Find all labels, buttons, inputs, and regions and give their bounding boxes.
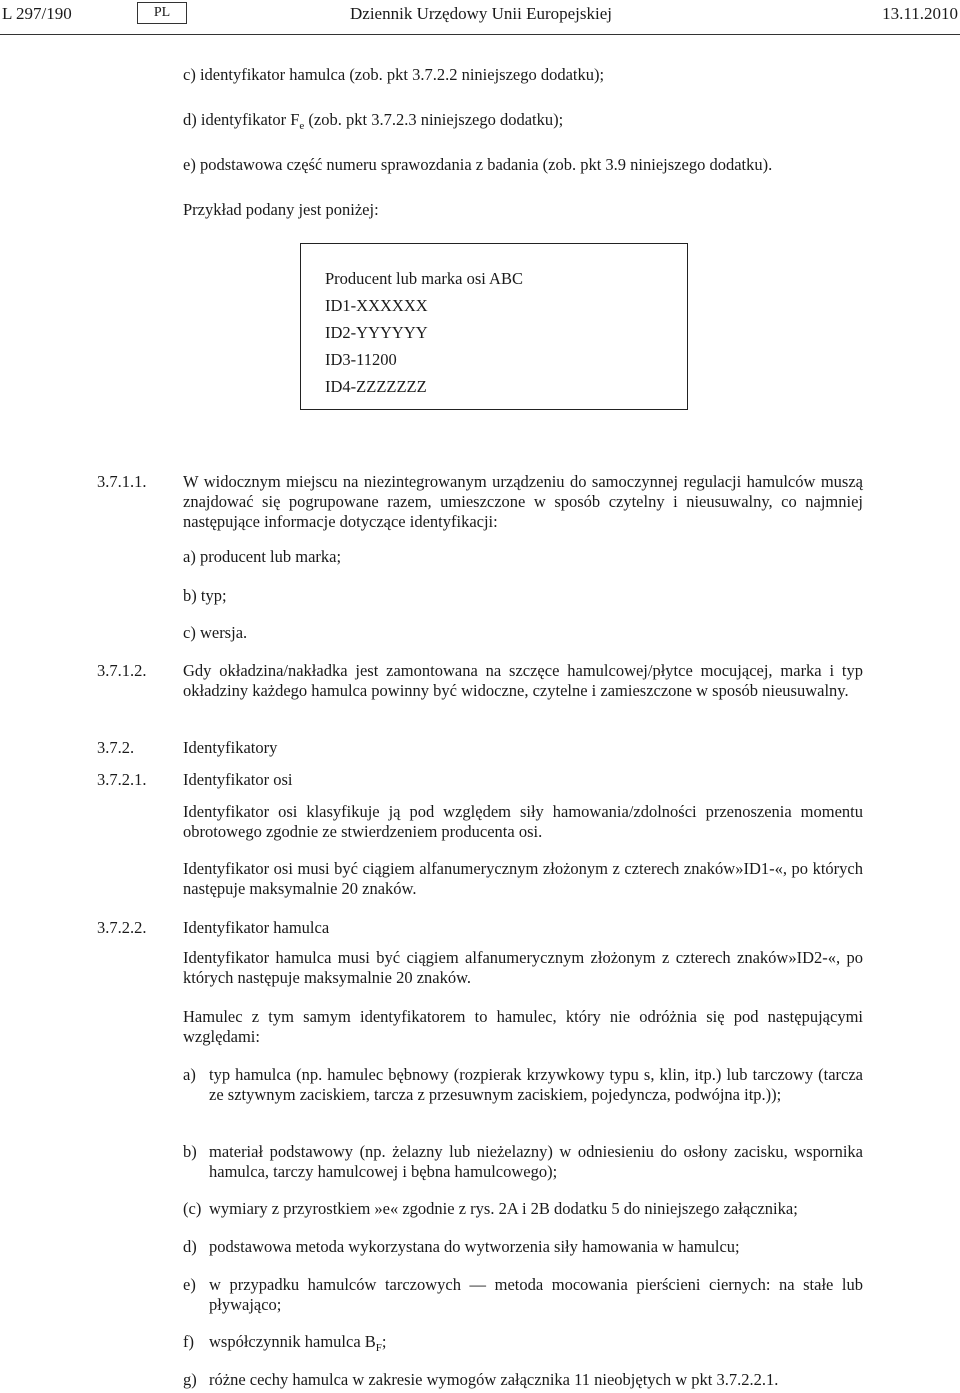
list-item-label: f)	[183, 1332, 194, 1351]
section-number: 3.7.2.2.	[97, 918, 147, 937]
list-item-label: g)	[183, 1370, 197, 1389]
list-item-label: b)	[183, 1142, 197, 1161]
list-item-text: podstawowa metoda wykorzystana do wytworzenia siły hamowania w hamulcu;	[209, 1237, 740, 1256]
example-line: Producent lub marka osi ABC	[325, 269, 523, 288]
section-text: Gdy okładzina/nakładka jest zamontowana na szczęce hamulcowej/płytce mocującej, marka i typ okładziny każdego hamulca powinny być widoczne, czytelne i zamieszczone w sposób nieusuwalny.	[183, 661, 863, 700]
list-item-label: a)	[183, 547, 196, 566]
list-item-text: wymiary z przyrostkiem »e« zgodnie z rys. 2A i 2B dodatku 5 do niniejszego załącznika;	[209, 1199, 798, 1218]
intro-item-text: identyfikator hamulca (zob. pkt 3.7.2.2 niniejszego dodatku);	[199, 65, 605, 84]
list-item-label: e)	[183, 1275, 196, 1294]
list-item-text	[209, 1332, 863, 1358]
example-box	[300, 243, 688, 410]
intro-item-text: (zob. pkt 3.7.2.3 niniejszego dodatku);	[304, 110, 564, 129]
list-item-label: c)	[183, 623, 196, 642]
list-item-text: różne cechy hamulca w zakresie wymogów załącznika 11 nieobjętych w pkt 3.7.2.2.1.	[209, 1370, 779, 1389]
section-text: Hamulec z tym samym identyfikatorem to hamulec, który nie odróżnia się pod następującymi względami:	[183, 1007, 863, 1046]
example-line: ID4-ZZZZZZZ	[325, 377, 427, 396]
intro-item-label: e)	[183, 155, 196, 174]
publication-date: 13.11.2010	[882, 4, 958, 23]
section-number: 3.7.1.1.	[97, 472, 147, 491]
section-number: 3.7.2.	[97, 738, 135, 757]
section-text: Identyfikator hamulca musi być ciągiem alfanumerycznym złożonym z czterech znaków»ID2-«, po których następuje maksymalnie 20 znaków.	[183, 948, 863, 987]
example-line: ID2-YYYYYY	[325, 323, 428, 342]
section-title: Identyfikator hamulca	[183, 918, 330, 937]
subscript: F	[375, 1342, 382, 1354]
intro-item-label: c)	[183, 65, 196, 84]
example-line: ID3-11200	[325, 350, 397, 369]
list-item-text-part: ;	[381, 1332, 387, 1351]
list-item	[183, 586, 227, 606]
header-rule	[0, 34, 960, 35]
intro-item-c	[183, 65, 604, 85]
list-item-text: typ hamulca (np. hamulec bębnowy (rozpierak krzywkowy typu s, klin, itp.) lub tarczowy (tarcza ze sztywnym zaciskiem, tarcza z przesuwnym zaciskiem, pojedyncza, podwójna itp.));	[209, 1065, 863, 1104]
list-item-label: (c)	[183, 1199, 202, 1218]
journal-title: Dziennik Urzędowy Unii Europejskiej	[350, 4, 613, 23]
subscript: e	[299, 120, 305, 132]
section-number: 3.7.1.2.	[97, 661, 147, 680]
section-text: Identyfikator osi klasyfikuje ją pod względem siły hamowania/zdolności przenoszenia momentu obrotowego zgodnie ze stwierdzeniem producenta osi.	[183, 802, 863, 841]
section-number: 3.7.2.1.	[97, 770, 147, 789]
intro-item-text: podstawowa część numeru sprawozdania z badania (zob. pkt 3.9 niniejszego dodatku).	[199, 155, 773, 174]
example-intro: Przykład podany jest poniżej:	[183, 200, 379, 219]
list-item-text: w przypadku hamulców tarczowych — metoda mocowania pierścieni ciernych: na stałe lub pływająco;	[209, 1275, 863, 1314]
list-item-text: typ;	[200, 586, 227, 605]
language-badge: PL	[137, 2, 187, 24]
list-item	[183, 623, 247, 643]
intro-item-e	[183, 155, 772, 175]
page-reference: L 297/190	[2, 4, 72, 23]
list-item-label: d)	[183, 1237, 197, 1256]
list-item-label: b)	[183, 586, 197, 605]
list-item-text: materiał podstawowy (np. żelazny lub nieżelazny) w odniesieniu do osłony zacisku, wspornika hamulca, tarczy hamulcowej i bębna hamulcowego);	[209, 1142, 863, 1181]
section-title: Identyfikator osi	[183, 770, 293, 789]
list-item-text: wersja.	[199, 623, 248, 642]
list-item-text-part: współczynnik hamulca B	[209, 1332, 376, 1351]
intro-item-label: d)	[183, 110, 197, 129]
section-text: W widocznym miejscu na niezintegrowanym urządzeniu do samoczynnej regulacji hamulców muszą znajdować się pogrupowane razem, umieszczone w sposób czytelny i nieusuwalny, co najmniej następujące informacje dotyczące identyfikacji:	[183, 472, 863, 531]
section-text: Identyfikator osi musi być ciągiem alfanumerycznym złożonym z czterech znaków»ID1-«, po których następuje maksymalnie 20 znaków.	[183, 859, 863, 898]
intro-item-d	[183, 110, 563, 136]
list-item-label: a)	[183, 1065, 196, 1084]
example-line: ID1-XXXXXX	[325, 296, 428, 315]
section-title: Identyfikatory	[183, 738, 278, 757]
list-item	[183, 547, 341, 567]
intro-item-text: identyfikator F	[200, 110, 300, 129]
list-item-text: producent lub marka;	[199, 547, 342, 566]
